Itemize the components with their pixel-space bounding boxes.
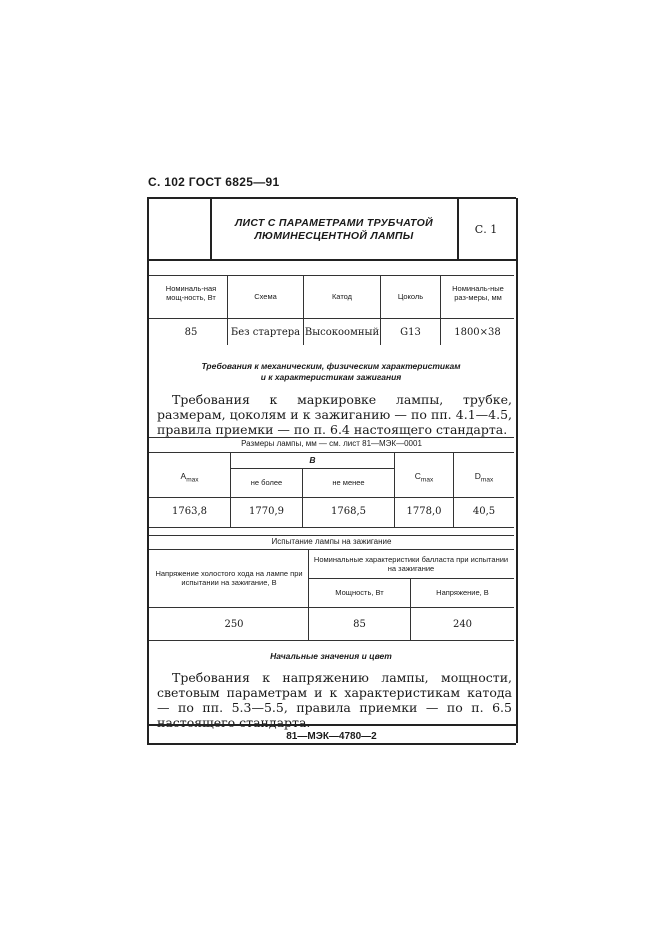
- ign-value: 250: [224, 619, 244, 630]
- dims-col-sep: [302, 468, 303, 527]
- frame-bottom: [147, 743, 516, 745]
- dims-col-d: $D_{max}$: [474, 471, 494, 484]
- param-value: G13: [400, 327, 421, 338]
- param-table-mid: [149, 318, 514, 319]
- dims-col-c: $C_{max}$: [414, 471, 434, 484]
- frame-top: [147, 197, 516, 199]
- ign-col-sep: [410, 578, 411, 640]
- section2-heading: Начальные значения и цвет: [270, 651, 392, 661]
- dims-col-b-max: не более: [250, 478, 283, 487]
- dims-b-split: [230, 468, 394, 469]
- footer-code: 81—МЭК—4780—2: [286, 731, 377, 742]
- title-bottom: [147, 259, 516, 261]
- ign-header-bottom: [149, 607, 514, 608]
- dims-bottom: [149, 527, 514, 528]
- ign-col2-power: Мощность, Вт: [335, 588, 384, 597]
- section1-heading: Требования к механическим, физическим характеристикам и к характеристикам зажигания: [201, 361, 461, 382]
- dims-value: 1770,9: [249, 506, 284, 517]
- param-header: Схема: [254, 292, 277, 301]
- section2-text: Требования к напряжению лампы, мощности, световым параметрам и к характеристикам катода — по пп. 5.3—5.5, правила приемки — по п. 6.5 настоящего стандарта.: [157, 670, 512, 730]
- dims-col-b-min: не менее: [332, 478, 365, 487]
- param-header: Номиналь-ные раз-меры, мм: [452, 284, 504, 302]
- ign-bottom: [149, 640, 514, 641]
- param-table-top: [149, 275, 514, 276]
- param-value: Без стартера: [230, 327, 301, 338]
- footer-rule: [147, 724, 516, 726]
- section1-text: Требования к маркировке лампы, трубке, размерам, цоколям и к зажиганию — по пп. 4.1—4.5, правила приемки — по п. 6.4 настоящего стандарта.: [157, 392, 512, 437]
- ign-value: 85: [353, 619, 366, 630]
- dims-header-bottom: [149, 497, 514, 498]
- sheet-title: ЛИСТ С ПАРАМЕТРАМИ ТРУБЧАТОЙ ЛЮМИНЕСЦЕНТНОЙ ЛАМПЫ: [235, 217, 433, 242]
- param-value: Высокоомный: [304, 327, 380, 338]
- ign-caption: Испытание лампы на зажигание: [271, 537, 392, 546]
- ign-top: [149, 535, 514, 536]
- dims-col-a: $A_{max}$: [180, 471, 199, 484]
- sheet-number: С. 1: [474, 223, 498, 236]
- ign-value: 240: [452, 619, 473, 630]
- dims-top: [149, 437, 514, 438]
- ign-cap-bottom: [149, 549, 514, 550]
- dims-value: 1768,5: [331, 506, 366, 517]
- ign-col2-voltage: Напряжение, В: [436, 588, 489, 597]
- param-header: Номиналь-ная мощ-ность, Вт: [165, 284, 217, 302]
- dims-value: 1763,8: [172, 506, 207, 517]
- ign-col2: Номинальные характеристики балласта при испытании на зажигание: [313, 555, 509, 573]
- param-value: 1800×38: [454, 327, 501, 338]
- ign-sub-split: [308, 578, 514, 579]
- param-header: Цоколь: [397, 292, 424, 301]
- ign-col1: Напряжение холостого хода на лампе при испытании на зажигание, В: [155, 569, 303, 587]
- param-header: Катод: [331, 292, 353, 301]
- dims-col-b: B: [309, 455, 316, 465]
- dims-value: 40,5: [472, 506, 496, 517]
- dims-value: 1778,0: [406, 506, 442, 517]
- param-value: 85: [184, 327, 198, 338]
- dims-caption: Размеры лампы, мм — см. лист 81—МЭК—0001: [241, 439, 422, 448]
- dims-cap-bottom: [149, 452, 514, 453]
- page-header: С. 102 ГОСТ 6825—91: [148, 175, 280, 189]
